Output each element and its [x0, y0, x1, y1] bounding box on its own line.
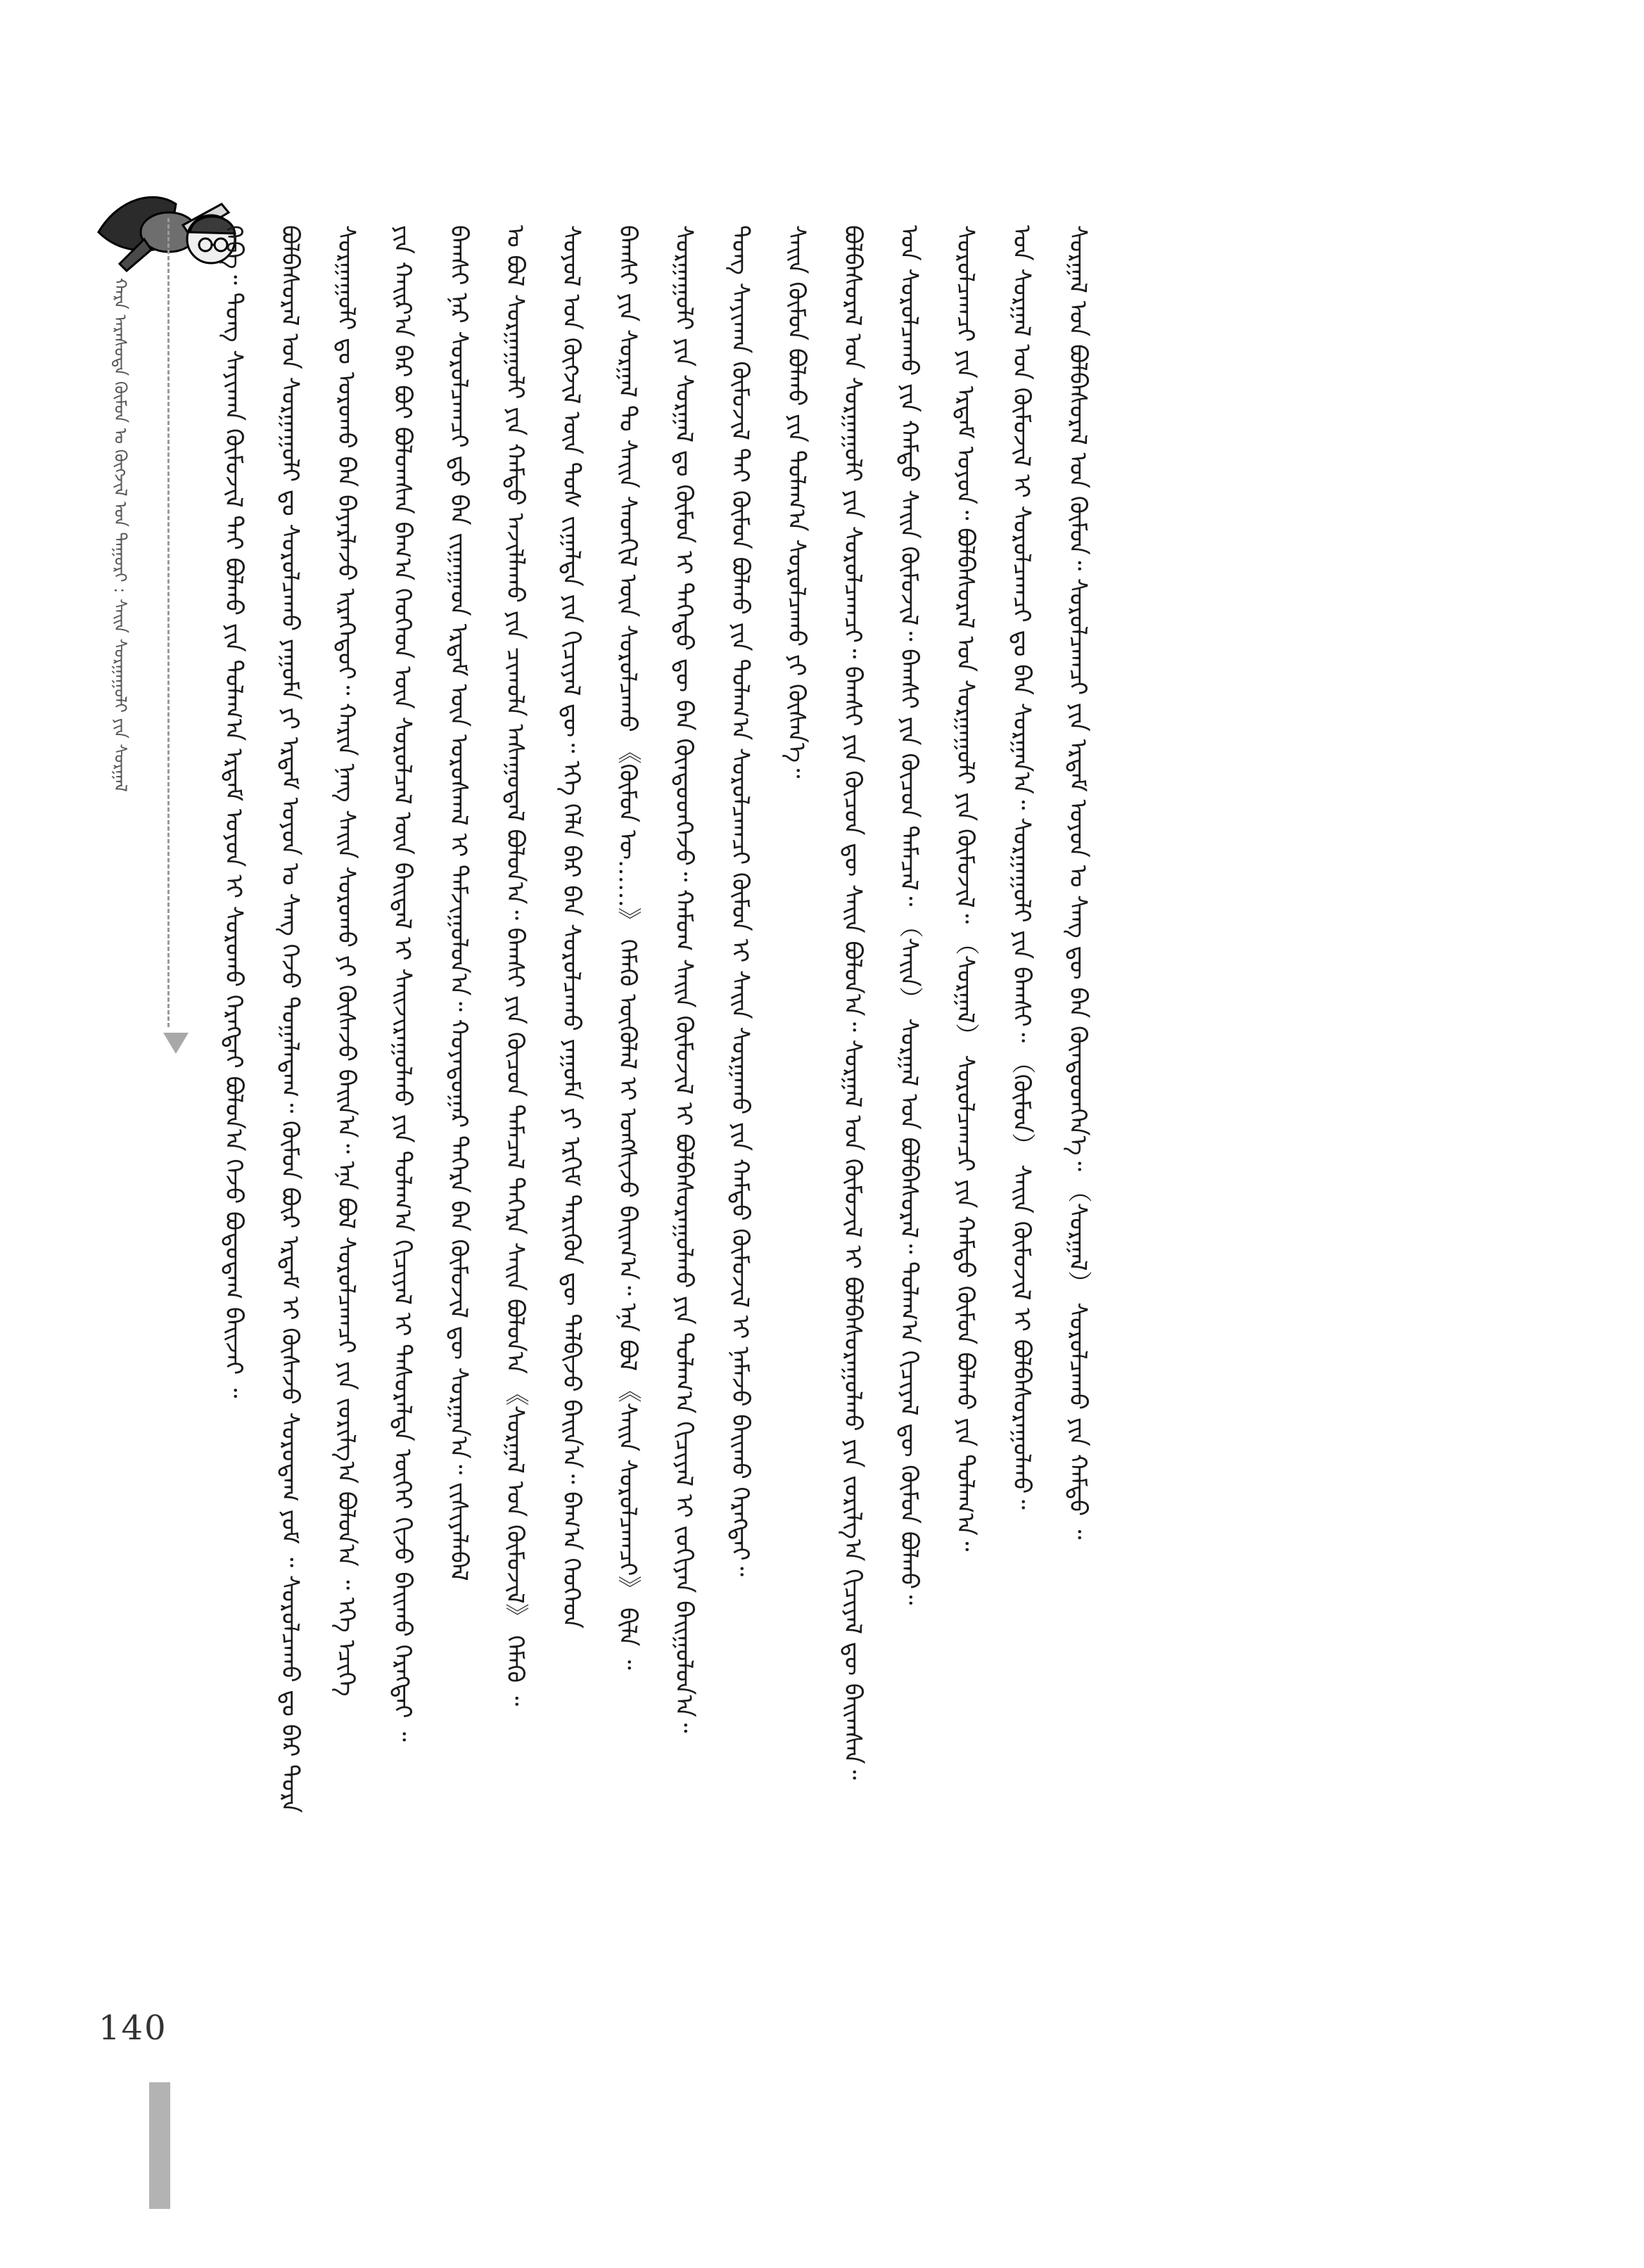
text-line: ᠰᠤᠷᠭᠠᠭᠤᠯᠢ ᠳᠤ ᠣᠷᠣᠬᠤ ᠪᠠᠨ ᠪᠠᠶᠠᠷᠯᠠᠵᠤ ᠢᠷᠡᠭᠡᠳᠦᠢ᠃ ᠬᠠᠷᠢᠨ ᠨᠡᠩ ᠰᠠᠢᠨ ᠰᠤᠷᠤᠬᠤ ᠶᠢ ᠬᠦᠰᠡᠵᠦ ᠪᠠᠢᠨ᠎ᠠ᠃ ᠡᠨᠡ ᠪᠣᠯ ᠰᠤᠷᠤᠯᠴᠠᠭᠴᠢ ᠶᠢᠨ ᠵᠣᠷᠢᠯᠭ᠎ᠠ ᠪᠣᠯᠤᠨ᠎ᠠ ᠃ ᠡᠬᠡ ᠡᠴᠢᠭᠡ — [332, 225, 360, 1697]
text-column — [1064, 225, 1092, 1998]
text-column — [726, 225, 754, 1998]
text-line: ᠪᠠᠭᠰᠢ ᠨᠠᠷ ᠰᠤᠷᠤᠯᠴᠠᠭᠴᠢ ᠳ᠋ᠤ ᠪᠠᠨ ᠵᠢᠭᠠᠭᠠᠳ ᠡᠷᠳᠡᠮ ᠦᠨ ᠤᠷᠤᠰᠬᠠᠯ ᠢ ᠳᠠᠮᠵᠢᠭᠤᠯᠤᠨ᠎ᠠ᠃ ᠬᠣᠶᠠᠳᠤᠭᠠᠷ ᠳᠡᠭᠡᠷᠡ ᠪᠠᠨ ᠬᠦᠮᠦᠵᠢᠯ ᠳᠦ ᠰᠤᠷᠭᠠᠨ᠎ᠠ᠃ ᠵᠢᠱᠢᠶᠡᠯᠡᠪᠡᠯ — [445, 225, 473, 1581]
text-line: ᠰᠤᠷᠤᠯᠴᠠᠭᠴᠢ ᠶᠢᠨ ᠡᠷᠳᠡᠮ ᠣᠶᠤᠨ᠃ ᠪᠣᠯᠪᠠᠰᠤᠷᠠᠯ ᠤᠨ ᠰᠤᠷᠭᠠᠭᠤᠯᠢ ᠶᠢᠨ ᠬᠦᠮᠦᠵᠢᠯ᠃ （ᠰᠤᠷᠭᠠᠯ） ᠰᠤᠷᠤᠯᠴᠠᠭᠴᠢ ᠶᠢᠨ ᠬᠠᠮᠲᠤ ᠬᠦᠮᠦᠨ ᠪᠣᠯᠬᠤ ᠶᠢᠨ ᠲᠤᠯᠠᠭ᠎ᠠ᠃ — [951, 225, 979, 1552]
text-line: ᠪᠣᠯᠪᠠᠰᠤᠷᠠᠯ ᠤᠨ ᠰᠤᠷᠭᠠᠭᠤᠯᠢ ᠶᠢᠨ ᠰᠤᠷᠤᠯᠴᠠᠭᠴᠢ᠃ ᠪᠠᠭᠰᠢ ᠶᠢᠨ ᠬᠦᠴᠦᠨ ᠳᠦ ᠰᠠᠢᠨ ᠪᠣᠯᠤᠨ᠎ᠠ᠃ ᠰᠤᠷᠭᠠᠯ ᠤᠨ ᠬᠦᠮᠦᠵᠢᠯ ᠢ ᠪᠣᠯᠪᠠᠰᠤᠷᠠᠭᠤᠯᠬᠤ ᠶᠢᠨ ᠵᠣᠷᠢᠯᠭ᠎ᠠ ᠬᠢᠴᠢᠶᠡᠯ ᠳᠦ ᠪᠠᠢᠭᠰᠠᠨ᠃ — [839, 225, 867, 1780]
text-column — [895, 225, 923, 1998]
text-line: ᠰᠣᠶᠣᠯ ᠤᠨ ᠬᠦᠭᠵᠢᠯ ᠦᠨ ᠲᠤᠰ ᠵᠢᠭᠠᠯᠲᠠ ᠶᠢᠨ ᠬᠢᠴᠢᠶᠡᠯ ᠳᠦ᠃ ᠡᠬᠡ ᠬᠡᠯᠡ ᠪᠡᠷ ᠪᠡᠨ ᠰᠤᠷᠤᠯᠴᠠᠬᠤ ᠶᠠᠭᠤᠮᠠ ᠶᠢ ᠡᠷᠬᠢᠮ ᠲᠡᠷᠢᠭᠦᠨ ᠳᠦ ᠲᠠᠯᠪᠢᠵᠤ ᠪᠠᠢᠨ᠎ᠠ᠃ ᠪᠠᠭ᠎ᠠ ᠬᠡᠦᠬᠡᠳ — [557, 225, 585, 1629]
text-line: ᠰᠤᠷᠭᠠᠭᠤᠯᠢ ᠶᠢᠨ ᠰᠤᠷᠭᠠᠯ ᠳᠤ ᠬᠦᠮᠦᠨ ᠢ ᠳᠡᠭᠡᠳᠦ ᠳᠦ ᠪᠠᠨ ᠬᠦᠨᠳᠦᠳᠬᠡᠵᠦ᠃ ᠬᠠᠮᠤᠭ ᠰᠠᠢᠨ ᠬᠦᠮᠦᠵᠢᠯ ᠢ ᠪᠣᠯᠪᠠᠰᠤᠷᠠᠭᠤᠯᠬᠤ ᠶᠢᠨ ᠲᠤᠯᠠᠭ᠎ᠠ ᠬᠢᠴᠢᠶᠡᠯ ᠢ ᠵᠣᠬᠢᠶᠠᠨ ᠪᠠᠢᠭᠤᠯᠤᠨ᠎ᠠ᠃ — [670, 225, 698, 1733]
text-column — [613, 225, 642, 1998]
text-column — [501, 225, 529, 1998]
page-number: 140 — [98, 2008, 167, 2048]
text-line: ᠰᠤᠷᠭᠠᠯ ᠤᠨ ᠪᠣᠯᠪᠠᠰᠤᠷᠠᠯ ᠤᠨ ᠬᠦᠮᠦᠨ᠃ ᠰᠤᠷᠤᠯᠴᠠᠭᠴᠢ ᠶᠢᠨ ᠡᠷᠳᠡᠮ ᠣᠶᠤᠨ ᠤ ᠰᠠᠩ ᠳᠦ ᠪᠠᠨ ᠬᠦᠨᠳᠦᠳᠬᠡᠨ᠎ᠡ᠃ （ᠰᠤᠷᠭᠠᠯ） ᠰᠤᠷᠤᠯᠴᠠᠬᠤ ᠶᠢᠨ ᠬᠠᠮᠲᠤ ᠃ — [1064, 225, 1092, 1540]
text-line: ᠶᠢᠨ ᠬᠠᠢᠷ᠎ᠠ ᠪᠠᠷ ᠪᠤᠢ ᠪᠣᠯᠤᠭᠰᠠᠨ ᠪᠠᠭ᠎ᠠ ᠬᠡᠦᠬᠡᠳ ᠦᠨ ᠰᠤᠷᠤᠯᠴᠠᠯ ᠦᠨ ᠪᠠᠢᠳᠠᠯ ᠢ ᠰᠠᠢᠵᠢᠷᠠᠭᠤᠯᠬᠤ ᠶᠢᠨ ᠲᠤᠯᠠᠭ᠎ᠠ ᠬᠢᠴᠢᠶᠡᠯ ᠢ ᠲᠠᠰᠤᠷᠠᠯᠲᠠ ᠦᠭᠡᠢ ᠬᠢᠵᠦ ᠪᠠᠢᠬᠤ ᠬᠡᠷᠡᠭᠲᠡᠢ ᠃ — [388, 225, 416, 1742]
text-column — [1007, 225, 1036, 1998]
text-column — [276, 225, 304, 1998]
body-text — [219, 225, 1155, 1998]
text-line: ᠰᠠᠢᠨ ᠬᠦᠮᠦᠨ ᠪᠣᠯᠬᠤ ᠶᠢᠨ ᠲᠤᠯᠠᠭ᠎ᠠ ᠰᠤᠷᠤᠯᠴᠠᠬᠤ ᠶᠢ ᠬᠦᠰᠡᠨ᠎ᠡ᠃ — [782, 225, 810, 779]
text-column — [445, 225, 473, 1998]
text-column — [782, 225, 810, 1998]
text-line: ᠲᠤᠩ ᠰᠠᠶᠢᠬᠠᠨ ᠬᠦᠮᠦᠵᠢᠯ ᠲᠡᠢ ᠬᠦᠮᠦᠨ ᠪᠣᠯᠬᠤ ᠶᠢᠨ ᠲᠤᠯᠠᠭ᠎ᠠ ᠰᠤᠷᠤᠯᠴᠠᠭᠴᠢ ᠬᠦᠮᠦᠨ ᠢ ᠰᠠᠢᠨ ᠰᠤᠷᠭᠠᠬᠤ ᠶᠢᠨ ᠬᠠᠮᠲᠤ ᠬᠦᠮᠦᠵᠢᠯ ᠢ ᠨᠡᠮᠡᠵᠦ ᠪᠠᠢᠬᠤ ᠬᠡᠷᠡᠭᠲᠡᠢ᠃ — [726, 225, 754, 1576]
text-column — [388, 225, 416, 1998]
text-column — [670, 225, 698, 1998]
text-line: ᠪᠣᠯᠪᠠᠰᠤᠷᠠᠯ ᠤᠨ ᠰᠤᠷᠭᠠᠭᠤᠯᠢ ᠳᠤ ᠰᠤᠷᠤᠯᠴᠠᠬᠤ ᠶᠠᠭᠤᠮᠠ ᠶᠢ ᠡᠷᠳᠡᠮ ᠣᠶᠤᠨ ᠤ ᠰᠠᠩ ᠭᠡᠵᠦ ᠲᠤᠭᠠᠯᠠᠳᠠᠭ᠃ ᠬᠦᠮᠦᠨ ᠪᠦᠷ ᠡᠷᠳᠡᠮ ᠢ ᠬᠦᠰᠡᠵᠦ ᠰᠤᠷᠤᠳᠠᠭ ᠶᠤᠮ ᠃ ᠰᠤᠷᠤᠯᠴᠠᠬᠤ ᠳᠤ ᠪᠡᠷ ᠳᠤᠷᠠ — [276, 225, 304, 1814]
text-line: ᠪᠠᠭᠰᠢ ᠶᠢᠨ ᠰᠤᠷᠭᠠᠯ ᠲᠤ ᠰᠠᠢᠨ ᠰᠡᠳᠬᠢᠯ ᠦᠨ ᠰᠤᠷᠤᠯᠴᠠᠬᠤ 《ᠬᠦᠮᠦᠨ ᠦ……》 ᠬᠡᠮᠡᠬᠦ ᠦᠭᠦᠯᠡᠯ ᠢ ᠤᠩᠰᠢᠵᠤ ᠪᠠᠢᠭ᠎ᠠ᠃ ᠡᠨᠡ ᠪᠣᠯ 《ᠰᠠᠢᠨ ᠰᠤᠷᠤᠯᠴᠠᠭᠴᠢ》 ᠪᠢᠯᠡ ᠃ — [613, 225, 642, 1670]
page-edge-marker — [149, 2082, 170, 2209]
text-line: ᠤᠨ ᠰᠤᠷᠤᠯᠴᠠᠬᠤ ᠶᠢᠨ ᠬᠠᠮᠲᠤ ᠰᠠᠢᠨ ᠬᠦᠮᠦᠵᠢᠯ᠃ ᠪᠠᠭᠰᠢ ᠶᠢᠨ ᠬᠦᠴᠦᠨ ᠲᠡᠮᠡᠴᠡᠯ᠃ （ᠰᠠᠢᠨ） ᠰᠤᠷᠭᠠᠯ ᠤᠨ ᠪᠣᠯᠪᠠᠰᠤᠷᠠᠯ᠃ ᠲᠤᠯᠠᠭ᠎ᠠ ᠬᠢᠴᠢᠶᠡᠯ ᠳᠦ ᠬᠦᠮᠦᠨ ᠪᠣᠯᠬᠤ᠃ — [895, 225, 923, 1605]
running-head: ᠬᠠᠷᠠ ᠠᠷᠠᠰᠤᠲᠠ ᠬᠦᠮᠦᠨ ᠤ ᠬᠦᠭᠵᠢᠯ ᠤᠨ ᠲᠠᠭᠤᠷᠢ : ᠰᠠᠢᠨ ᠰᠤᠷᠭᠠᠭᠤᠯᠢ ᠶᠢᠨ ᠰᠤᠷᠭᠠᠯ — [110, 278, 130, 792]
text-column — [839, 225, 867, 1998]
text-column — [557, 225, 585, 1998]
dashed-divider — [167, 218, 170, 1027]
text-column — [332, 225, 360, 1998]
triangle-down-icon — [163, 1033, 189, 1054]
text-column — [219, 225, 248, 1998]
text-column — [951, 225, 979, 1998]
text-line: ᠭᠡᠪᠡ᠃ ᠲᠤᠩ ᠰᠠᠶᠢᠬᠠᠨ ᠬᠦᠮᠦᠵᠢᠯ ᠲᠡᠢ ᠪᠣᠯᠬᠤ ᠶᠢᠨ ᠲᠤᠯᠠᠭ᠎ᠠ ᠡᠷᠳᠡᠮ ᠣᠶᠤᠨ ᠢ ᠰᠤᠷᠤᠬᠤ ᠬᠡᠷᠡᠭᠲᠡᠢ ᠪᠣᠯᠤᠨ᠎ᠠ ᠭᠡᠵᠦ ᠪᠣᠳᠤᠳᠠᠭ ᠪᠠᠢᠵᠠᠢ ᠃ — [219, 225, 248, 1399]
text-line: ᠤᠨ ᠰᠤᠷᠭᠠᠯ ᠤᠨ ᠬᠦᠮᠦᠵᠢᠯ ᠢ ᠰᠤᠷᠤᠯᠴᠠᠭᠴᠢ ᠳᠤ ᠪᠠᠨ ᠰᠤᠷᠭᠠᠨ᠎ᠠ᠃ ᠰᠤᠷᠭᠠᠭᠤᠯᠢ ᠶᠢᠨ ᠪᠠᠭᠰᠢ᠃ （ᠬᠦᠮᠦᠨ） ᠰᠠᠢᠨ ᠬᠦᠮᠦᠵᠢᠯ ᠢ ᠪᠣᠯᠪᠠᠰᠤᠷᠠᠭᠤᠯᠬᠤ᠃ — [1007, 225, 1036, 1510]
text-line: ᠣ ᠪᠣᠯ ᠰᠤᠷᠭᠠᠭᠤᠯᠢ ᠶᠢᠨ ᠬᠠᠮᠲᠤ ᠠᠵᠢᠯᠯᠠᠬᠤ ᠶᠢᠨ ᠴᠢᠬᠤᠯᠠ ᠠᠰᠠᠭᠤᠳᠠᠯ ᠪᠣᠯᠤᠨ᠎ᠠ᠃ ᠪᠠᠭᠰᠢ ᠶᠢᠨ ᠬᠦᠴᠦᠨ ᠲᠡᠮᠡᠴᠡᠯ ᠳᠡᠭᠡᠷᠡ ᠰᠠᠢᠨ ᠪᠣᠯᠤᠨ᠎ᠠ 《ᠰᠤᠷᠭᠠᠯ ᠤᠨ ᠬᠦᠮᠦᠵᠢᠯ》 ᠬᠡᠮᠡᠬᠦ ᠃ — [501, 225, 529, 1707]
